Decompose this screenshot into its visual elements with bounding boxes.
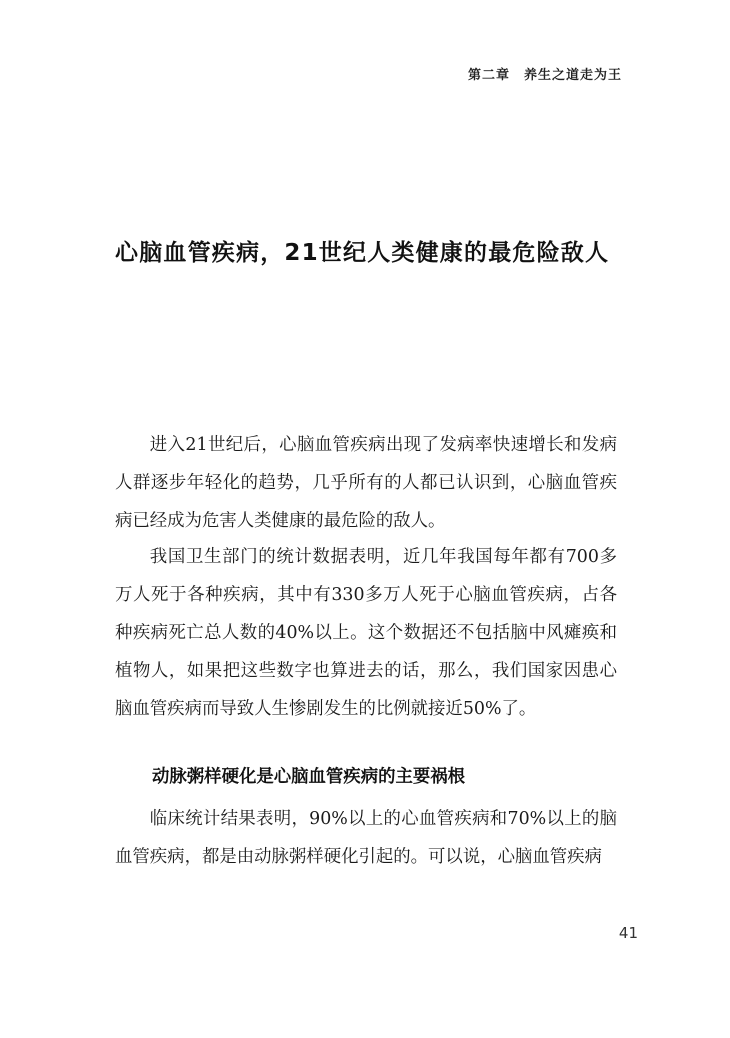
paragraph-2-text: 我国卫生部门的统计数据表明，近几年我国每年都有700多万人死于各种疾病，其中有330多万人死于心脑血管疾病，占各种疾病死亡总人数的40%以上。这个数据还不包括脑中风瘫痪和植物人，如果把这些数字也算进去的话，那么，我们国家因患心脑血管疾病而导致人生惨剧发生的比例就接近50%了。 [115,547,617,719]
chapter-title: 养生之道走为王 [523,68,622,83]
running-header [468,64,622,83]
paragraph-1-text: 进入21世纪后，心脑血管疾病出现了发病率快速增长和发病人群逐步年轻化的趋势，几乎所有的人都已认识到，心脑血管疾病已经成为危害人类健康的最危险的敌人。 [115,435,617,531]
section-title: 心脑血管疾病，21世纪人类健康的最危险敌人 [115,240,610,266]
paragraph-1 [115,426,617,540]
paragraph-3-text: 临床统计结果表明，90%以上的心血管疾病和70%以上的脑血管疾病，都是由动脉粥样硬化引起的。可以说，心脑血管疾病 [115,809,617,867]
subheading: 动脉粥样硬化是心脑血管疾病的主要祸根 [152,767,466,787]
chapter-label: 第二章 [467,68,510,83]
page-number: 41 [618,924,638,942]
paragraph-2 [115,538,617,728]
paragraph-3 [115,800,617,876]
